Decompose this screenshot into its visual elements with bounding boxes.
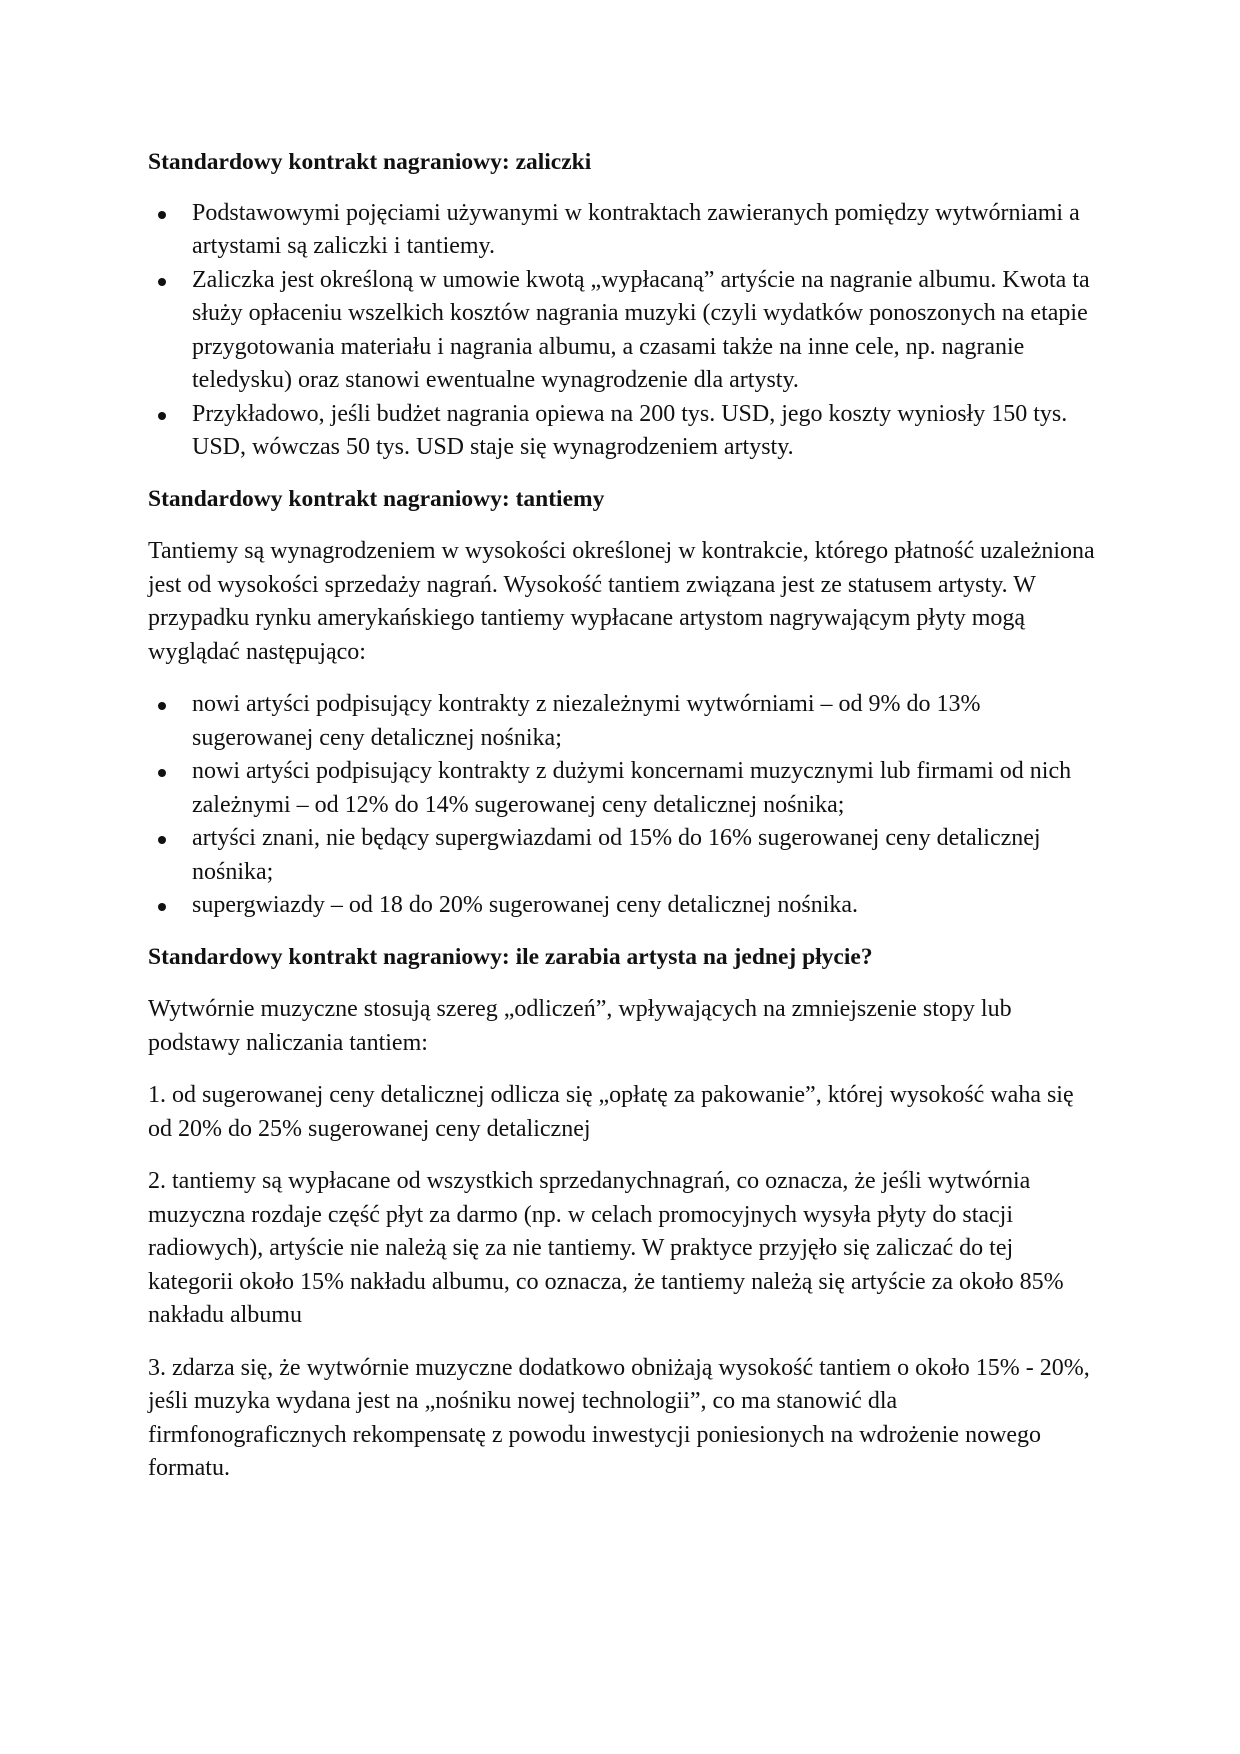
paragraph-tantiemy: Tantiemy są wynagrodzeniem w wysokości określonej w kontrakcie, którego płatność uzależniona jest od wysokości sprzedaży nagrań. Wysokość tantiem związana jest ze statusem artysty. W przypadku rynku amerykańskiego tantiemy wypłacane artystom nagrywającym płyty mogą wyglądać następująco: xyxy=(148,538,1095,665)
section-heading-zarobki: Standardowy kontrakt nagraniowy: ile zarabia artysta na jednej płycie? xyxy=(148,943,873,970)
section-heading-zaliczki: Standardowy kontrakt nagraniowy: zaliczki xyxy=(148,149,592,175)
list-item xyxy=(148,197,1098,264)
list-item xyxy=(148,688,1098,755)
numbered-paragraph-2: 2. tantiemy są wypłacane od wszystkich sprzedanychnagrań, co oznacza, że jeśli wytwórnia muzyczna rozdaje część płyt za darmo (np. w celach promocyjnych wysyła płyty do stacji radiowych), artyście nie należą się za nie tantiemy. W praktyce przyjęło się zaliczać do tej kategorii około 15% nakładu albumu, co oznacza, że tantiemy należą się artyście za około 85% nakładu albumu xyxy=(148,1168,1064,1328)
list-item-text: Zaliczka jest określoną w umowie kwotą „wypłacaną” artyście na nagranie albumu. Kwota ta służy opłaceniu wszelkich kosztów nagrania muzyki (czyli wydatków ponoszonych na etapie przygotowania materiału i nagrania albumu, a czasami także na inne cele, np. nagranie teledysku) oraz stanowi ewentualne wynagrodzenie dla artysty. xyxy=(192,266,1090,393)
list-item xyxy=(148,755,1098,822)
list-item xyxy=(148,822,1098,889)
document-content xyxy=(148,146,1098,1505)
list-item-text: supergwiazdy – od 18 do 20% sugerowanej ceny detalicznej nośnika. xyxy=(192,892,859,918)
bullet-icon xyxy=(158,702,166,710)
list-item xyxy=(148,889,1098,923)
list-item-text: nowi artyści podpisujący kontrakty z dużymi koncernami muzycznymi lub firmami od nich zależnymi – od 12% do 14% sugerowanej ceny detalicznej nośnika; xyxy=(192,758,1072,818)
list-item xyxy=(148,264,1098,398)
bullet-icon xyxy=(158,903,166,911)
list-item xyxy=(148,398,1098,465)
bullet-list-zaliczki xyxy=(148,197,1098,465)
list-item-text: Przykładowo, jeśli budżet nagrania opiewa na 200 tys. USD, jego koszty wyniosły 150 tys. USD, wówczas 50 tys. USD staje się wynagrodzeniem artysty. xyxy=(192,400,1068,460)
bullet-icon xyxy=(158,769,166,777)
numbered-paragraph-3: 3. zdarza się, że wytwórnie muzyczne dodatkowo obniżają wysokość tantiem o około 15% - 20%, jeśli muzyka wydana jest na „nośniku nowej technologii”, co ma stanowić dla firmfonograficznych rekompensatę z powodu inwestycji poniesionych na wdrożenie nowego formatu. xyxy=(148,1354,1090,1481)
section-heading-tantiemy: Standardowy kontrakt nagraniowy: tantiemy xyxy=(148,485,605,512)
list-item-text: artyści znani, nie będący supergwiazdami od 15% do 16% sugerowanej ceny detalicznej nośnika; xyxy=(192,825,1041,885)
bullet-icon xyxy=(158,836,166,844)
list-item-text: Podstawowymi pojęciami używanymi w kontraktach zawieranych pomiędzy wytwórniami a artystami są zaliczki i tantiemy. xyxy=(192,199,1080,259)
bullet-icon xyxy=(158,278,166,286)
list-item-text: nowi artyści podpisujący kontrakty z niezależnymi wytwórniami – od 9% do 13% sugerowanej ceny detalicznej nośnika; xyxy=(192,691,981,751)
numbered-paragraph-1: 1. od sugerowanej ceny detalicznej odlicza się „opłatę za pakowanie”, której wysokość waha się od 20% do 25% sugerowanej ceny detalicznej xyxy=(148,1082,1074,1142)
bullet-list-tantiemy xyxy=(148,688,1098,923)
bullet-icon xyxy=(158,211,166,219)
paragraph-odliczenia: Wytwórnie muzyczne stosują szereg „odliczeń”, wpływających na zmniejszenie stopy lub podstawy naliczania tantiem: xyxy=(148,996,1012,1056)
bullet-icon xyxy=(158,412,166,420)
